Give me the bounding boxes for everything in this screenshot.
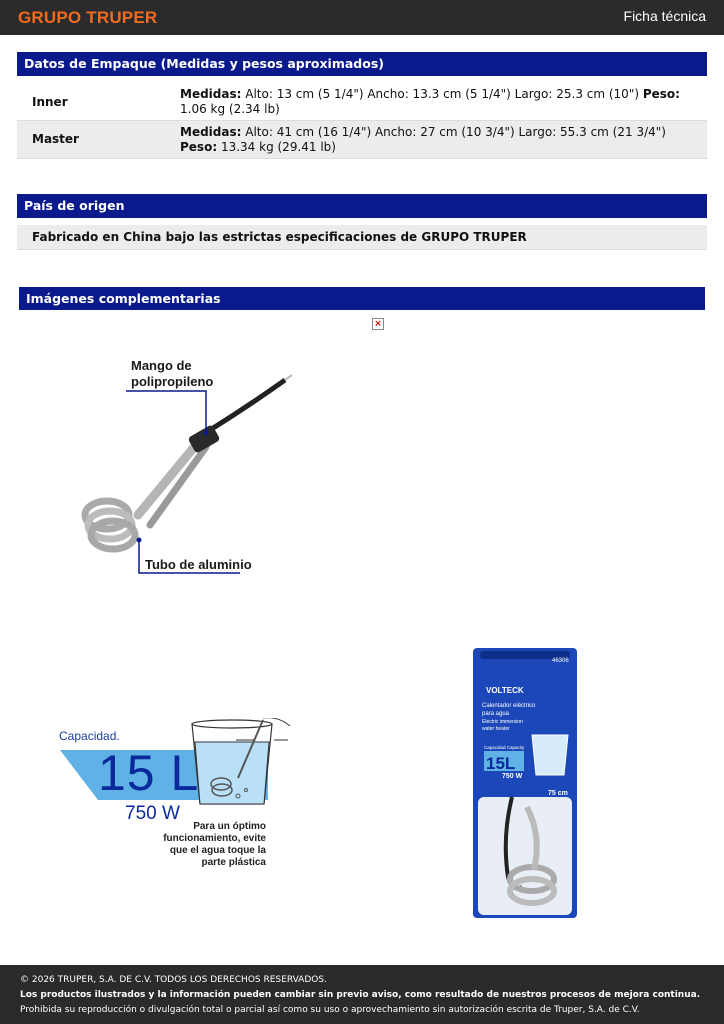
packaging-section-title: Datos de Empaque (Medidas y pesos aproximados) (17, 52, 707, 76)
row-label: Master (32, 132, 79, 146)
footer-notice: Los productos ilustrados y la información pueden cambiar sin previo aviso, como resultado de nuestros procesos de mejora continua. (20, 990, 701, 1000)
brand-logo: GRUPO TRUPER (18, 8, 158, 27)
package-code: 46306 (552, 658, 569, 664)
package-power: 750 W (502, 773, 523, 780)
footer (0, 965, 724, 1024)
usage-note: Para un óptimo funcionamiento, evite que el agua toque la parte plástica (163, 821, 266, 868)
broken-image-icon: × (372, 318, 384, 330)
handle-label: Mango de polipropileno (131, 358, 214, 389)
package-capacity-label: Capacidad Capacity (484, 745, 525, 750)
footer-legal: Prohibida su reproducción o divulgación total o parcial así como su uso o aprovechamiento sin autorización escrita de Truper, S.A. de C.V. (20, 1005, 640, 1015)
tube-label: Tubo de aluminio (145, 557, 252, 572)
package-brand: VOLTECK (486, 686, 524, 695)
package-image (472, 647, 578, 919)
power-value: 750 W (125, 803, 180, 824)
origin-section-title: País de origen (17, 194, 707, 218)
svg-text:para agua: para agua (482, 711, 510, 717)
footer-copyright: © 2026 TRUPER, S.A. DE C.V. TODOS LOS DERECHOS RESERVADOS. (20, 975, 327, 985)
package-product-en: Electric immersion (482, 719, 523, 725)
table-row (17, 83, 707, 121)
images-section-title: Imágenes complementarias (19, 287, 705, 310)
package-capacity: 15L (486, 754, 516, 773)
top-bar (0, 0, 724, 35)
row-value: Medidas: Alto: 13 cm (5 1/4") Ancho: 13.3 cm (5 1/4") Largo: 25.3 cm (10") Peso: 1.06 kg (2.34 lb) (180, 87, 680, 116)
row-value: Medidas: Alto: 41 cm (16 1/4") Ancho: 27 cm (10 3/4") Largo: 55.3 cm (21 3/4") Peso: 13.34 kg (29.41 lb) (180, 125, 666, 154)
row-label: Inner (32, 95, 68, 109)
package-cable: 75 cm (548, 790, 568, 797)
origin-text: Fabricado en China bajo las estrictas especificaciones de GRUPO TRUPER (17, 225, 707, 250)
capacity-label: Capacidad. (59, 729, 120, 743)
document-type: Ficha técnica (623, 8, 706, 24)
table-row (17, 121, 707, 159)
capacity-value: 15 L (98, 745, 200, 801)
package-product: Calentador eléctrico (482, 703, 536, 709)
svg-text:water heater: water heater (482, 726, 510, 732)
